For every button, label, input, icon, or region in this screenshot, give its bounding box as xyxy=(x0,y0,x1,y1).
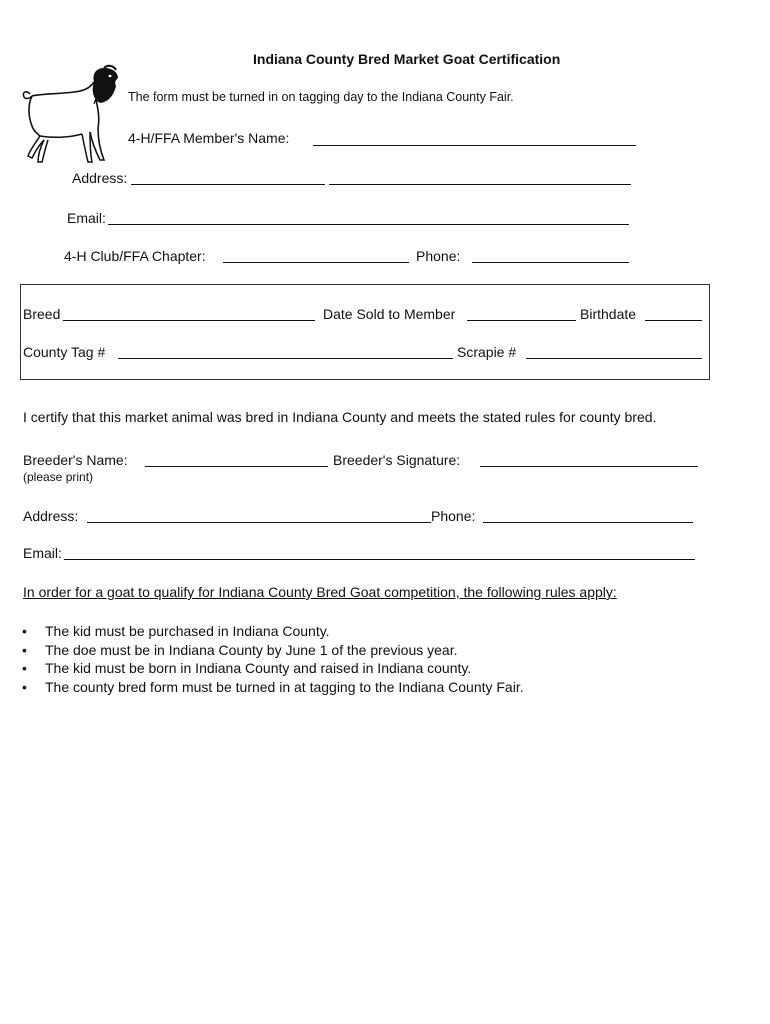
list-item xyxy=(22,641,524,660)
date-sold-label: Date Sold to Member xyxy=(323,306,456,322)
breeder-phone-field[interactable] xyxy=(483,522,693,523)
rule-text: The kid must be purchased in Indiana County. xyxy=(45,623,330,639)
birthdate-field[interactable] xyxy=(645,320,702,321)
member-address-field-2[interactable] xyxy=(329,184,631,185)
member-address-label: Address: xyxy=(72,170,128,186)
animal-info-box xyxy=(20,284,710,380)
breeder-signature-label: Breeder's Signature: xyxy=(333,452,461,468)
form-notice: The form must be turned in on tagging day to the Indiana County Fair. xyxy=(128,90,514,104)
bullet: • xyxy=(22,623,27,639)
breeder-email-field[interactable] xyxy=(64,559,695,560)
scrapie-label: Scrapie # xyxy=(457,344,517,360)
page-title: Indiana County Bred Market Goat Certification xyxy=(253,51,561,67)
rule-text: The doe must be in Indiana County by June 1 of the previous year. xyxy=(45,641,458,658)
member-phone-label: Phone: xyxy=(416,248,461,264)
goat-icon xyxy=(18,64,122,168)
breeder-name-field[interactable] xyxy=(145,466,328,467)
member-name-label: 4-H/FFA Member's Name: xyxy=(128,130,290,146)
date-sold-field[interactable] xyxy=(467,320,576,321)
bullet: • xyxy=(22,660,27,676)
member-address-field-1[interactable] xyxy=(131,184,325,185)
breeder-name-label: Breeder's Name: xyxy=(23,452,128,468)
certification-statement: I certify that this market animal was bred in Indiana County and meets the stated rules for county bred. xyxy=(23,409,657,425)
member-email-label: Email: xyxy=(67,210,106,226)
club-chapter-label: 4-H Club/FFA Chapter: xyxy=(64,248,206,264)
rules-list xyxy=(22,622,524,696)
birthdate-label: Birthdate xyxy=(580,306,637,322)
member-email-field[interactable] xyxy=(108,224,629,225)
rules-heading: In order for a goat to qualify for Indiana County Bred Goat competition, the following rules apply: xyxy=(23,584,617,600)
breeder-address-field[interactable] xyxy=(87,522,431,523)
breeder-email-label: Email: xyxy=(23,545,62,561)
list-item xyxy=(22,678,524,697)
rule-text: The kid must be born in Indiana County and raised in Indiana county. xyxy=(45,660,472,676)
bullet: • xyxy=(22,641,27,658)
breeder-address-label: Address: xyxy=(23,508,79,524)
club-chapter-field[interactable] xyxy=(223,262,409,263)
county-tag-label: County Tag # xyxy=(23,344,106,360)
please-print-note: (please print) xyxy=(23,470,94,484)
member-name-field[interactable] xyxy=(313,145,636,146)
breed-field[interactable] xyxy=(63,320,315,321)
list-item xyxy=(22,622,524,641)
bullet: • xyxy=(22,678,27,695)
member-phone-field[interactable] xyxy=(472,262,629,263)
county-tag-field[interactable] xyxy=(118,358,453,359)
scrapie-field[interactable] xyxy=(526,358,702,359)
list-item xyxy=(22,659,524,678)
breeder-phone-label: Phone: xyxy=(431,508,476,524)
breed-label: Breed xyxy=(23,306,61,322)
breeder-signature-field[interactable] xyxy=(480,466,698,467)
rule-text: The county bred form must be turned in at tagging to the Indiana County Fair. xyxy=(45,678,524,695)
